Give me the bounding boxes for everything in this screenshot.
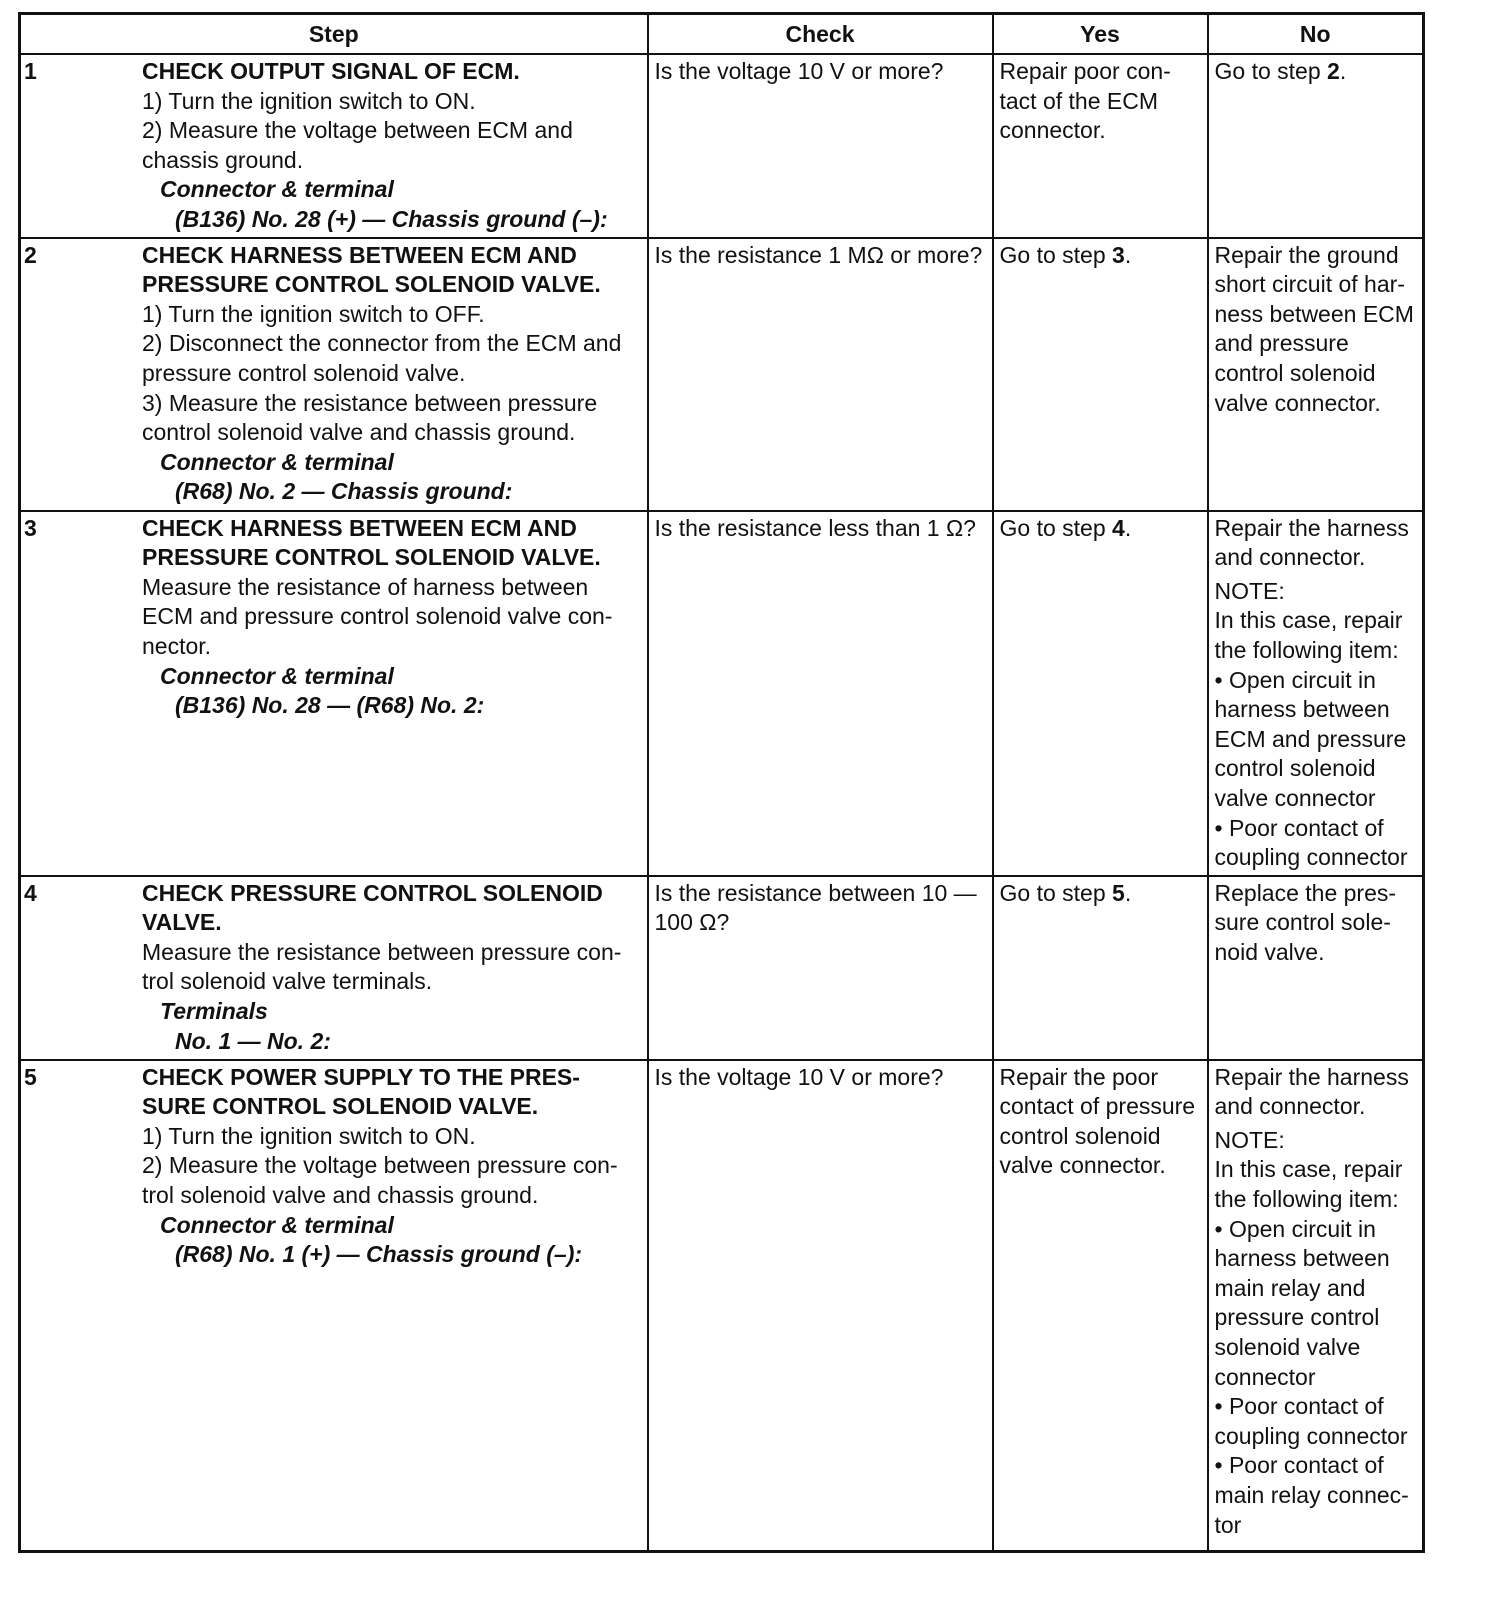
- check-cell: Is the voltage 10 V or more?: [648, 54, 993, 238]
- step-cell: [20, 238, 648, 511]
- yes-cell: [993, 511, 1208, 876]
- yes-text: Go to step: [999, 879, 1113, 906]
- check-cell: Is the resistance between 10 — 100 Ω?: [648, 876, 993, 1060]
- yes-step-ref: 4: [1112, 514, 1125, 541]
- step-cell: [20, 511, 648, 876]
- connector-label: Connector & terminal: [160, 448, 394, 475]
- step-title: CHECK HARNESS BETWEEN ECM AND PRESSURE CONTROL SOLENOID VALVE.: [142, 514, 601, 571]
- no-step-ref: 2: [1327, 58, 1340, 84]
- yes-text: Repair the poor contact of pressure control solenoid valve connector.: [999, 1063, 1196, 1179]
- step-title: CHECK PRESSURE CONTROL SOLENOID VALVE.: [142, 879, 603, 936]
- connector-label: Connector & terminal: [160, 1211, 394, 1238]
- yes-text: Go to step: [999, 241, 1113, 268]
- procedure-line: 1) Turn the ignition switch to OFF.: [142, 300, 485, 327]
- step-number: 3: [24, 514, 37, 541]
- yes-step-ref: 5: [1112, 879, 1125, 906]
- yes-text: .: [1124, 879, 1132, 906]
- procedure-line: 1) Turn the ignition switch to ON.: [142, 87, 476, 114]
- no-cell: [1208, 238, 1424, 511]
- step-number: 2: [24, 241, 37, 268]
- connector-label: Connector & terminal: [160, 176, 394, 203]
- yes-text: .: [1124, 514, 1132, 541]
- check-cell: Is the resistance less than 1 Ω?: [648, 511, 993, 876]
- step-number: 5: [24, 1063, 37, 1090]
- note-label: NOTE:: [1214, 1126, 1285, 1153]
- note-text: In this case, repair the following item:: [1214, 607, 1403, 663]
- yes-text: .: [1124, 241, 1132, 268]
- step-number: 1: [24, 58, 37, 84]
- note-label: NOTE:: [1214, 577, 1285, 604]
- table-row: [20, 511, 1424, 876]
- no-cell: [1208, 876, 1424, 1060]
- connector-label: Connector & terminal: [160, 662, 394, 689]
- table-row: [20, 238, 1424, 511]
- table-row: [20, 54, 1424, 238]
- procedure-line: 1) Turn the ignition switch to ON.: [142, 1122, 476, 1149]
- header-no: No: [1208, 14, 1424, 55]
- note-bullet-item: • Poor contact of coupling connector: [1214, 814, 1408, 871]
- diagnostic-procedure-table: [18, 12, 1425, 1553]
- note-bullet-item: • Poor contact of coupling connector: [1214, 1393, 1408, 1449]
- no-text: Repair the harness and connector.: [1214, 1063, 1409, 1120]
- check-cell: Is the voltage 10 V or more?: [648, 1060, 993, 1552]
- step-title: CHECK POWER SUPPLY TO THE PRES-SURE CONTROL SOLENOID VALVE.: [142, 1063, 580, 1120]
- yes-cell: [993, 54, 1208, 238]
- step-cell: [20, 54, 648, 238]
- procedure-line: 3) Measure the resistance between pressure control solenoid valve and chassis ground.: [142, 389, 598, 446]
- yes-cell: [993, 876, 1208, 1060]
- connector-terminal-value: (B136) No. 28 (+) — Chassis ground (–):: [175, 205, 608, 232]
- table-header-row: [20, 14, 1424, 55]
- no-cell: [1208, 511, 1424, 876]
- note-bullet-item: • Poor contact of main relay connec-tor: [1214, 1452, 1409, 1538]
- no-text: .: [1339, 58, 1347, 84]
- step-cell: [20, 1060, 648, 1552]
- table-row: [20, 1060, 1424, 1552]
- step-cell: [20, 876, 648, 1060]
- note-text: In this case, repair the following item:: [1214, 1156, 1403, 1213]
- no-text: Go to step: [1214, 58, 1328, 84]
- header-step: Step: [20, 14, 648, 55]
- connector-terminal-value: No. 1 — No. 2:: [175, 1027, 331, 1054]
- yes-cell: [993, 238, 1208, 511]
- connector-label: Terminals: [160, 998, 268, 1025]
- note-bullet-item: • Open circuit in harness between ECM and pressure control solenoid valve connector: [1214, 666, 1407, 811]
- procedure-line: 2) Measure the voltage between pressure con-trol solenoid valve and chassis ground.: [142, 1152, 618, 1209]
- no-cell: [1208, 54, 1424, 238]
- connector-terminal-value: (B136) No. 28 — (R68) No. 2:: [175, 692, 485, 719]
- yes-step-ref: 3: [1112, 241, 1125, 268]
- table-body: [20, 54, 1424, 1552]
- no-text: Repair the ground short circuit of har-ness between ECM and pressure control solenoid valve connector.: [1214, 241, 1414, 416]
- no-text: Replace the pres-sure control sole-noid valve.: [1214, 879, 1397, 965]
- procedure-line: Measure the resistance of harness between ECM and pressure control solenoid valve con-nector.: [142, 573, 613, 659]
- connector-terminal-value: (R68) No. 2 — Chassis ground:: [175, 478, 513, 505]
- table-row: [20, 876, 1424, 1060]
- connector-terminal-value: (R68) No. 1 (+) — Chassis ground (–):: [175, 1241, 583, 1268]
- step-number: 4: [24, 879, 37, 906]
- yes-text: Repair poor con-tact of the ECM connector.: [999, 58, 1171, 144]
- yes-text: Go to step: [999, 514, 1113, 541]
- step-title: CHECK HARNESS BETWEEN ECM AND PRESSURE CONTROL SOLENOID VALVE.: [142, 241, 601, 298]
- procedure-line: 2) Disconnect the connector from the ECM and pressure control solenoid valve.: [142, 330, 622, 386]
- no-cell: [1208, 1060, 1424, 1552]
- no-text: Repair the harness and connector.: [1214, 514, 1409, 571]
- step-title: CHECK OUTPUT SIGNAL OF ECM.: [142, 58, 520, 84]
- diagnostic-table-sheet: [18, 12, 1422, 1553]
- procedure-line: Measure the resistance between pressure con-trol solenoid valve terminals.: [142, 938, 622, 995]
- yes-cell: [993, 1060, 1208, 1552]
- procedure-line: 2) Measure the voltage between ECM and chassis ground.: [142, 117, 573, 173]
- header-check: Check: [648, 14, 993, 55]
- note-bullet-item: • Open circuit in harness between main relay and pressure control solenoid valve connector: [1214, 1215, 1390, 1390]
- check-cell: Is the resistance 1 MΩ or more?: [648, 238, 993, 511]
- header-yes: Yes: [993, 14, 1208, 55]
